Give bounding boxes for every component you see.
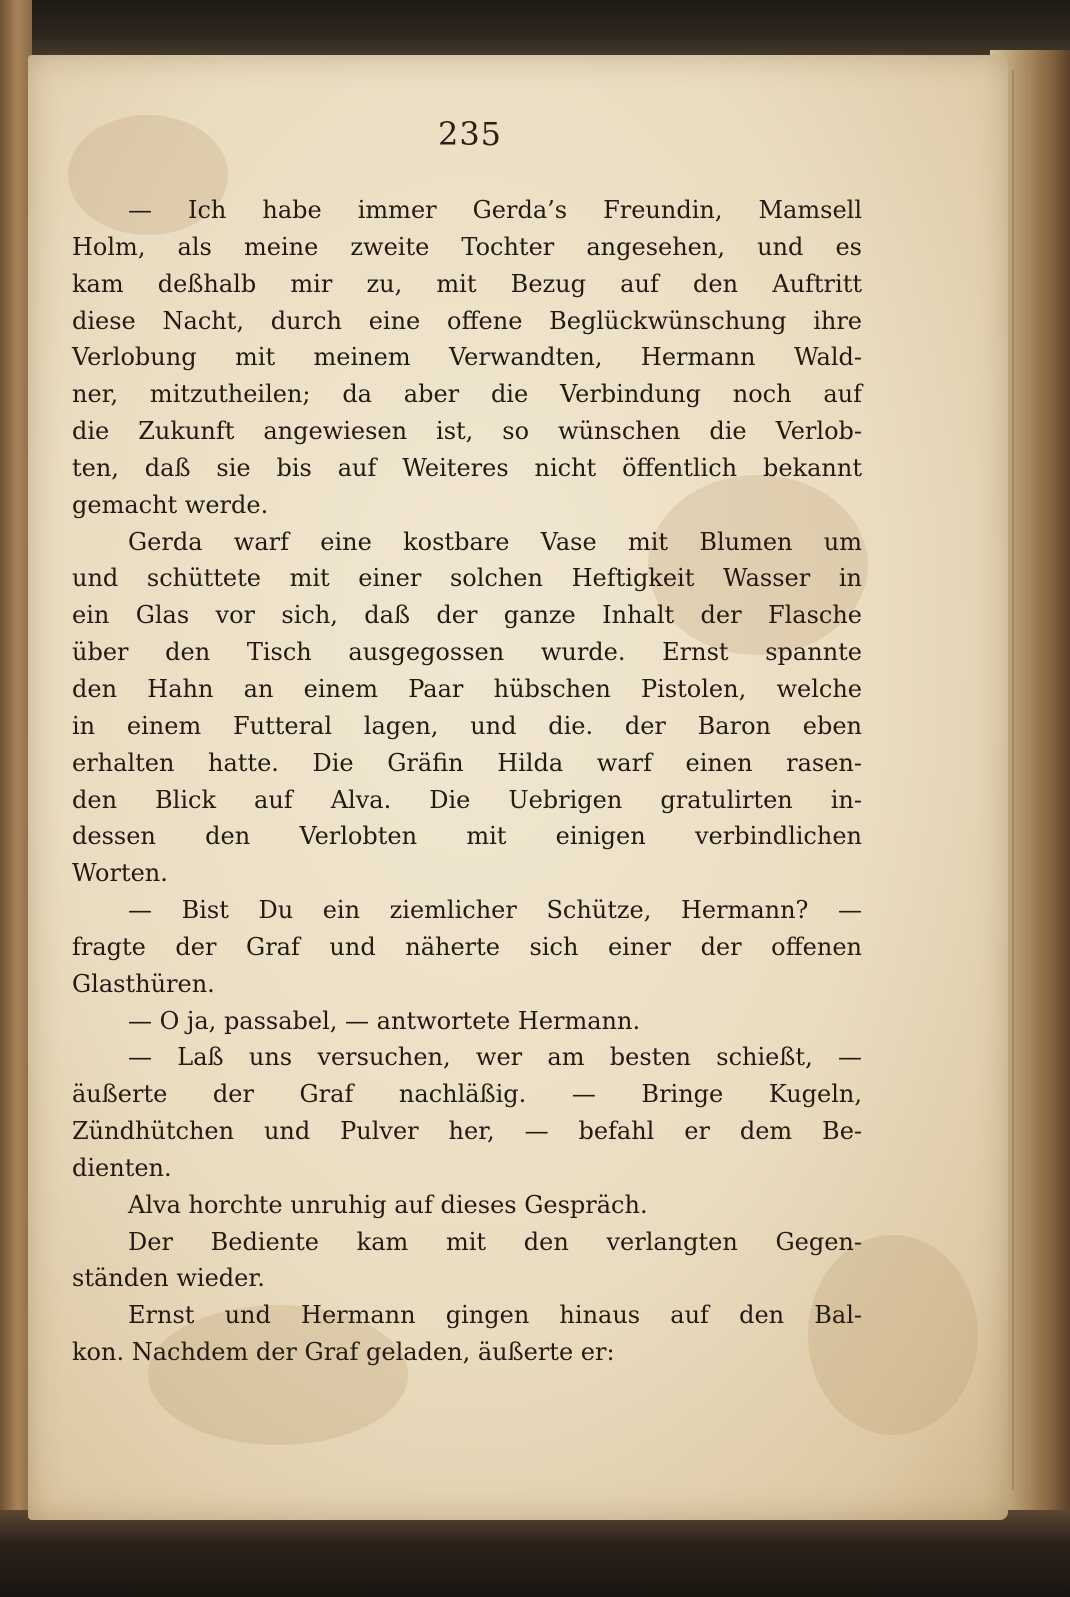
text-line: Alva horchte unruhig auf dieses Gespräch. <box>128 1190 648 1219</box>
text-line: Zündhütchen und Pulver her, — befahl er dem Be- <box>72 1117 862 1146</box>
book-cover-bottom-edge <box>0 1510 1070 1597</box>
text-line: in einem Futteral lagen, und die. der Baron eben <box>72 711 862 740</box>
text-line: kam deßhalb mir zu, mit Bezug auf den Auftritt <box>72 269 862 298</box>
text-line: erhalten hatte. Die Gräfin Hilda warf einen rasen- <box>72 748 862 777</box>
text-line: kon. Nachdem der Graf geladen, äußerte er: <box>72 1338 615 1367</box>
text-line: ten, daß sie bis auf Weiteres nicht öffentlich bekannt <box>72 453 862 482</box>
text-line: ständen wieder. <box>72 1264 265 1293</box>
text-line: ner, mitzutheilen; da aber die Verbindung noch auf <box>72 380 862 409</box>
text-line: und schüttete mit einer solchen Heftigkeit Wasser in <box>72 564 862 593</box>
text-line: den Hahn an einem Paar hübschen Pistolen, welche <box>72 674 862 703</box>
text-line: ein Glas vor sich, daß der ganze Inhalt der Flasche <box>72 601 862 630</box>
text-line: Glasthüren. <box>72 969 215 998</box>
text-line: äußerte der Graf nachläßig. — Bringe Kugeln, <box>72 1080 862 1109</box>
text-line: fragte der Graf und näherte sich einer der offenen <box>72 932 862 961</box>
text-line: den Blick auf Alva. Die Uebrigen gratulirten in- <box>72 785 862 814</box>
text-line: diese Nacht, durch eine offene Beglückwünschung ihre <box>72 306 862 335</box>
text-line: Der Bediente kam mit den verlangten Gegen- <box>128 1227 862 1256</box>
text-line: Gerda warf eine kostbare Vase mit Blumen um <box>128 527 862 556</box>
text-line: — O ja, passabel, — antwortete Hermann. <box>128 1006 641 1035</box>
text-line: — Ich habe immer Gerda’s Freundin, Mamsell <box>128 196 862 224</box>
text-line: — Bist Du ein ziemlicher Schütze, Hermann? — <box>128 896 862 925</box>
text-line: Worten. <box>72 859 168 888</box>
text-line: Ernst und Hermann gingen hinaus auf den Bal- <box>128 1301 862 1330</box>
text-line: — Laß uns versuchen, wer am besten schießt, — <box>128 1043 862 1072</box>
text-line: Holm, als meine zweite Tochter angesehen, und es <box>72 232 862 261</box>
text-line: gemacht werde. <box>72 490 269 519</box>
book-cover-top-edge <box>0 0 1070 60</box>
page-number: 235 <box>437 115 503 153</box>
text-line: über den Tisch ausgegossen wurde. Ernst spannte <box>72 638 862 667</box>
text-line: dessen den Verlobten mit einigen verbindlichen <box>72 822 862 851</box>
text-line: dienten. <box>72 1153 172 1182</box>
body-text <box>72 192 862 1371</box>
text-line: Verlobung mit meinem Verwandten, Hermann Wald- <box>72 343 862 372</box>
text-line: die Zukunft angewiesen ist, so wünschen die Verlob- <box>72 417 862 446</box>
